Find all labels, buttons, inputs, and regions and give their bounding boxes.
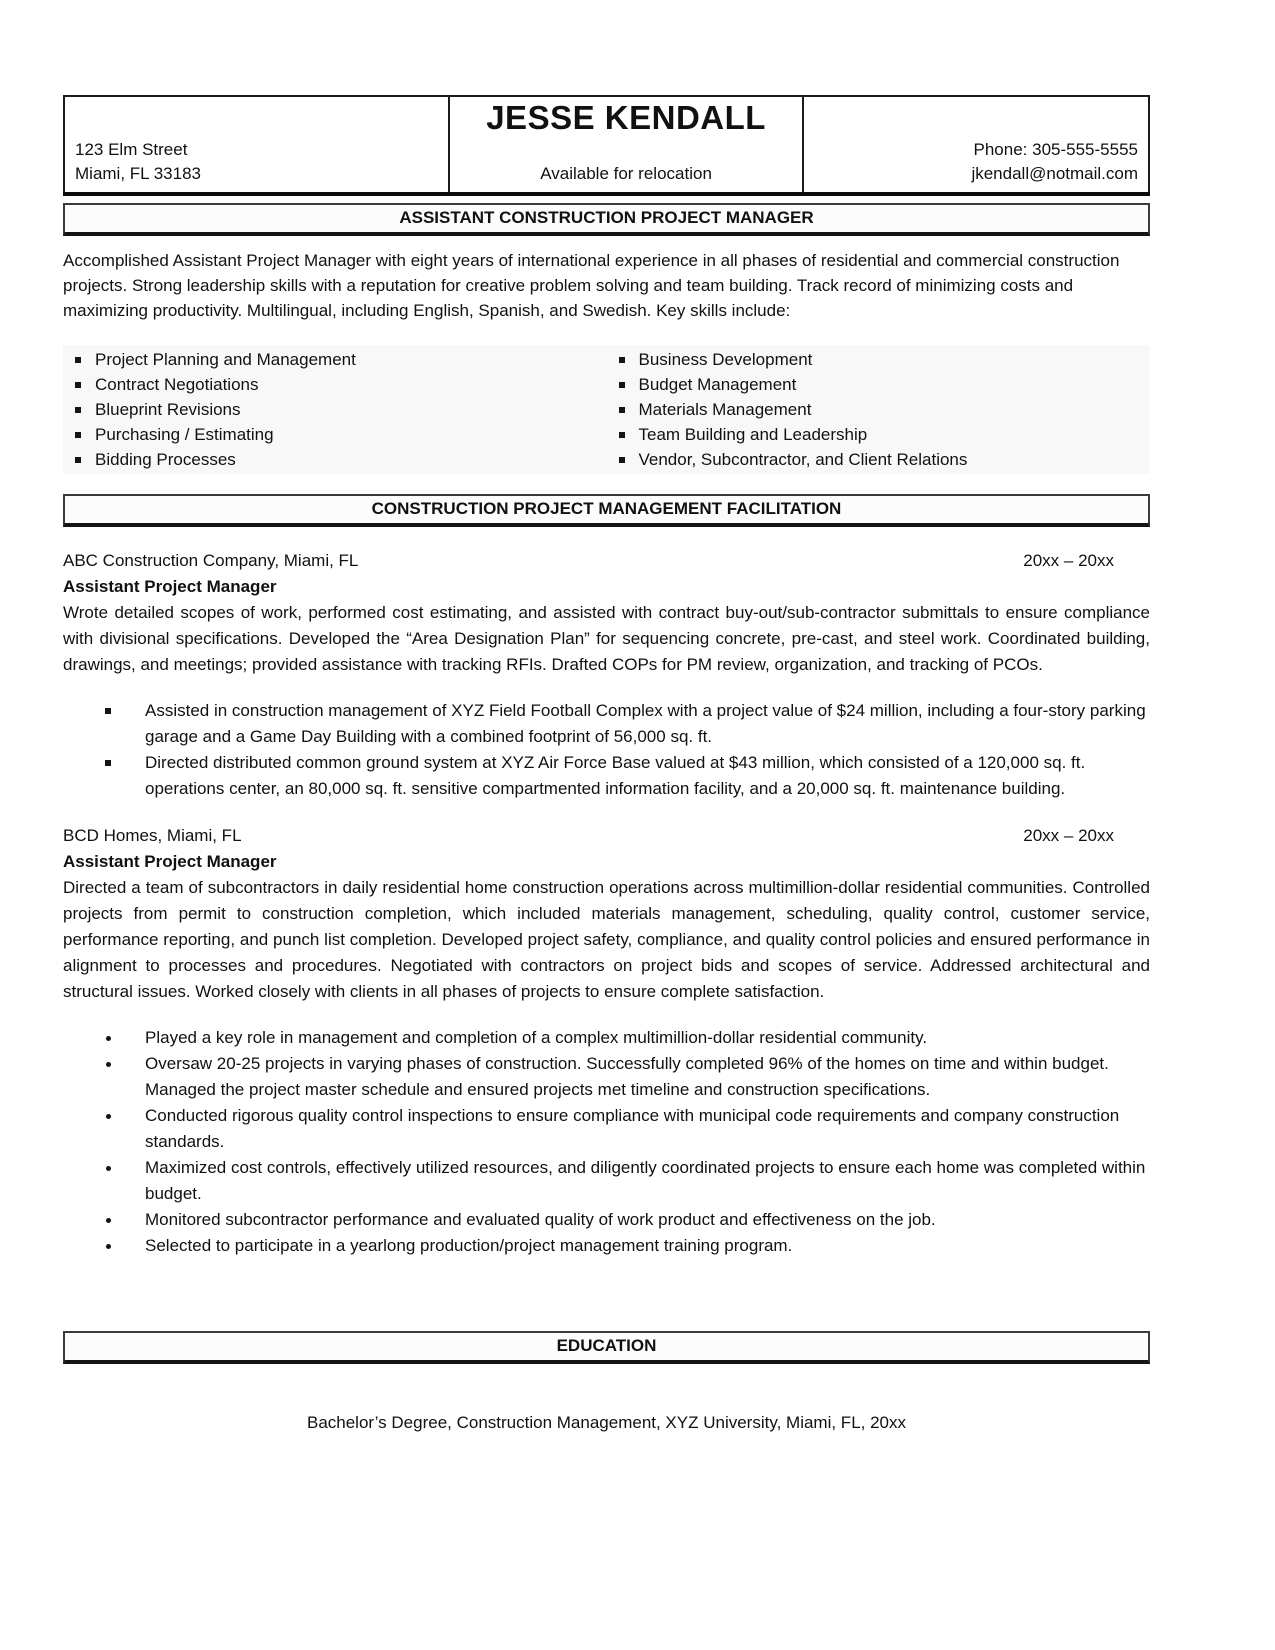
- job-description: Wrote detailed scopes of work, performed cost estimating, and assisted with contract buy-out/sub-contractor submittals to ensure compliance with divisional specifications. Developed the “Area Designation Plan” for sequencing concrete, pre-cast, and steel work. Coordinated building, drawings, and meetings; provided assistance with tracking RFIs. Drafted COPs for PM review, organization, and tracking of PCOs.: [63, 603, 1150, 674]
- address-line-1: 123 Elm Street: [75, 140, 188, 159]
- address-line-2: Miami, FL 33183: [75, 164, 201, 183]
- square-bullet-icon: [75, 382, 81, 388]
- achievement-text: Maximized cost controls, effectively utilized resources, and diligently coordinated projects to ensure each home was completed within budget.: [145, 1158, 1146, 1203]
- square-bullet-icon: [105, 708, 111, 714]
- job-block-bcd-homes: [63, 823, 1150, 1259]
- achievement-text: Oversaw 20-25 projects in varying phases of construction. Successfully completed 96% of the homes on time and within budget. Managed the project master schedule and ensured projects met timeline and construction specifications.: [145, 1054, 1109, 1099]
- section-header-experience: CONSTRUCTION PROJECT MANAGEMENT FACILITATION: [63, 494, 1150, 527]
- skill-label: Bidding Processes: [95, 450, 236, 469]
- company-name: BCD Homes, Miami, FL: [63, 826, 242, 845]
- skill-label: Purchasing / Estimating: [95, 425, 274, 444]
- employment-dates: 20xx – 20xx: [1023, 826, 1114, 845]
- skill-label: Project Planning and Management: [95, 350, 356, 369]
- achievement-item: [63, 698, 1150, 750]
- round-bullet-icon: [106, 1218, 111, 1223]
- skills-column-left: [63, 347, 607, 472]
- skill-item: [607, 347, 1151, 372]
- skills-column-right: [607, 347, 1151, 472]
- skill-label: Contract Negotiations: [95, 375, 259, 394]
- relocation-note: Available for relocation: [540, 164, 712, 183]
- skill-item: [63, 447, 607, 472]
- education-degree-line: Bachelor’s Degree, Construction Management, XYZ University, Miami, FL, 20xx: [306, 1413, 907, 1432]
- skill-label: Business Development: [638, 350, 813, 369]
- achievement-text: Assisted in construction management of XYZ Field Football Complex with a project value of $24 million, including a four-story parking garage and a Game Day Building with a combined footprint of 56,000 sq. ft.: [145, 701, 1146, 746]
- achievement-item: [63, 1155, 1150, 1207]
- achievement-item: [63, 1207, 1150, 1233]
- skill-label: Materials Management: [638, 400, 812, 419]
- skill-item: [607, 397, 1151, 422]
- square-bullet-icon: [619, 432, 625, 438]
- achievement-text: Monitored subcontractor performance and evaluated quality of work product and effectiveness on the job.: [145, 1210, 936, 1229]
- achievement-item: [63, 1025, 1150, 1051]
- square-bullet-icon: [75, 407, 81, 413]
- skill-item: [63, 397, 607, 422]
- address-block: [63, 97, 448, 192]
- job-description: Directed a team of subcontractors in daily residential home construction operations across multimillion-dollar residential communities. Controlled projects from permit to construction completion, which included materials management, scheduling, quality control, customer service, performance reporting, and punch list completion. Developed project safety, compliance, and quality control policies and ensured performance in alignment to processes and procedures. Negotiated with contractors on project bids and scopes of service. Addressed architectural and structural issues. Worked closely with clients in all phases of projects to ensure complete satisfaction.: [63, 878, 1150, 1001]
- achievement-item: [63, 750, 1150, 802]
- section-header-education: EDUCATION: [63, 1331, 1150, 1364]
- employment-dates: 20xx – 20xx: [1023, 551, 1114, 570]
- job-achievements: [63, 698, 1150, 802]
- round-bullet-icon: [106, 1114, 111, 1119]
- key-skills-list: [63, 345, 1150, 474]
- candidate-name: JESSE KENDALL: [486, 99, 766, 136]
- round-bullet-icon: [106, 1244, 111, 1249]
- job-achievements: [63, 1025, 1150, 1259]
- achievement-item: [63, 1051, 1150, 1103]
- job-company-row: [63, 823, 1150, 849]
- achievement-text: Selected to participate in a yearlong production/project management training program.: [145, 1236, 793, 1255]
- square-bullet-icon: [619, 382, 625, 388]
- achievement-item: [63, 1233, 1150, 1259]
- skill-label: Vendor, Subcontractor, and Client Relations: [638, 450, 968, 469]
- job-company-row: [63, 548, 1150, 574]
- job-title: Assistant Project Manager: [63, 577, 277, 596]
- skill-label: Blueprint Revisions: [95, 400, 241, 419]
- skill-label: Budget Management: [638, 375, 797, 394]
- resume-title-banner: ASSISTANT CONSTRUCTION PROJECT MANAGER: [63, 203, 1150, 236]
- company-name: ABC Construction Company, Miami, FL: [63, 551, 359, 570]
- email-address: jkendall@notmail.com: [971, 164, 1138, 183]
- square-bullet-icon: [619, 407, 625, 413]
- job-title: Assistant Project Manager: [63, 852, 277, 871]
- skill-label: Team Building and Leadership: [638, 425, 868, 444]
- achievement-text: Directed distributed common ground system at XYZ Air Force Base valued at $43 million, which consisted of a 120,000 sq. ft. operations center, an 80,000 sq. ft. sensitive compartmented information facility, and a 20,000 sq. ft. maintenance building.: [145, 753, 1086, 798]
- name-block: [448, 97, 805, 192]
- phone-number: Phone: 305-555-5555: [973, 140, 1138, 159]
- skill-item: [607, 422, 1151, 447]
- achievement-text: Played a key role in management and completion of a complex multimillion-dollar residential community.: [145, 1028, 928, 1047]
- contact-block: [804, 97, 1150, 192]
- square-bullet-icon: [75, 432, 81, 438]
- summary-paragraph: Accomplished Assistant Project Manager with eight years of international experience in all phases of residential and commercial construction projects. Strong leadership skills with a reputation for creative problem solving and team building. Track record of minimizing costs and maximizing productivity. Multilingual, including English, Spanish, and Swedish. Key skills include:: [63, 251, 1120, 320]
- skill-item: [63, 347, 607, 372]
- round-bullet-icon: [106, 1062, 111, 1067]
- contact-header: [63, 95, 1150, 196]
- square-bullet-icon: [75, 457, 81, 463]
- square-bullet-icon: [619, 357, 625, 363]
- round-bullet-icon: [106, 1166, 111, 1171]
- skill-item: [63, 372, 607, 397]
- skill-item: [63, 422, 607, 447]
- skill-item: [607, 372, 1151, 397]
- skill-item: [607, 447, 1151, 472]
- achievement-item: [63, 1103, 1150, 1155]
- square-bullet-icon: [105, 760, 111, 766]
- round-bullet-icon: [106, 1036, 111, 1041]
- job-block-abc-construction: [63, 548, 1150, 802]
- square-bullet-icon: [75, 357, 81, 363]
- achievement-text: Conducted rigorous quality control inspections to ensure compliance with municipal code requirements and company construction standards.: [145, 1106, 1120, 1151]
- square-bullet-icon: [619, 457, 625, 463]
